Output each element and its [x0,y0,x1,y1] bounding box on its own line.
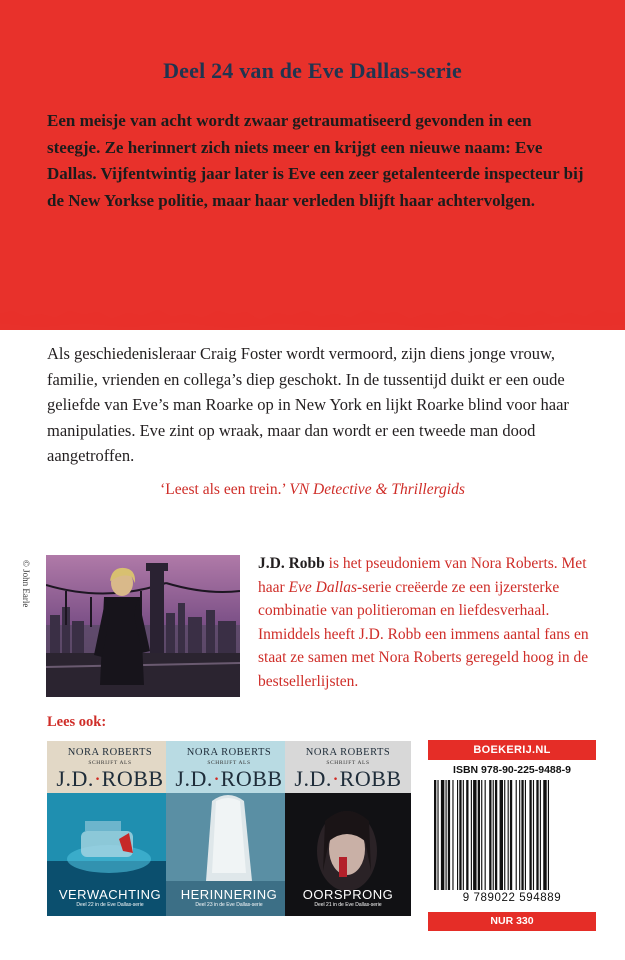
publisher-label: BOEKERIJ.NL [428,740,596,760]
synopsis-text: Als geschiedenisleraar Craig Foster wordt vermoord, zijn diens jonge vrouw, familie, vrienden en collega’s diep geschokt. In de tussentijd duikt er een oude geliefde van Eve’s man Roarke op in New York en lijkt Roarke blind voor haar manipulaties. Eve zint op wraak, maar dan wordt er een tweede man dood aangetroffen. [47,344,569,465]
torn-edge [0,290,625,340]
book-3-subtitle: Deel 21 in de Eve Dallas-serie [314,902,382,908]
blurb-text: Een meisje van acht wordt zwaar getraumatiseerd gevonden in een steegje. Ze herinnert zich niets meer en krijgt een nieuwe naam: Eve Dallas. Vijfentwintig jaar later is Eve een zeer getalenteerde inspecteur bij de New Yorkse politie, maar haar verleden blijft haar achtervolgen. [47,111,584,210]
book-1-title: VERWACHTING [58,887,162,902]
book-1-schrijft: SCHRIJFT ALS [88,760,132,766]
book-1-pen-name: J.D.·ROBB [56,766,164,791]
bio-author-name: J.D. Robb [258,555,325,572]
book-2-pen-name-a: J.D. [175,766,213,791]
photo-credit-text: © John Earle [21,560,31,608]
book-2-subtitle: Deel 23 in de Eve Dallas-serie [195,902,263,908]
book-1-author: NORA ROBERTS [67,747,153,758]
bio-series-name: Eve Dallas [288,578,357,596]
book-2-title: HERINNERING [180,887,278,902]
book-2-author: NORA ROBERTS [186,747,272,758]
author-bio [258,552,598,693]
book-3-pen-name-b: ROBB [339,766,402,791]
book-3-pen-name: J.D.·ROBB [294,766,402,791]
book-2-schrijft: SCHRIJFT ALS [207,760,251,766]
book-1-subtitle: Deel 22 in de Eve Dallas-serie [76,902,144,908]
book-1-pen-name-a: J.D. [56,766,94,791]
book-2-pen-name: J.D.·ROBB [175,766,283,791]
book-3-pen-name-a: J.D. [294,766,332,791]
book-cover-oorsprong [285,741,411,916]
series-title: Deel 24 van de Eve Dallas-serie [163,58,462,83]
book-3-title: OORSPRONG [302,887,394,902]
book-cover-verwachting [47,741,173,916]
bio-part-1: is het pseudoniem van Nora Roberts. Met haar [258,555,587,596]
book-2-pen-name-b: ROBB [220,766,283,791]
isbn-text: ISBN 978-90-225-9488-9 [453,764,571,776]
barcode-digits: 9 789022 594889 [462,892,562,904]
review-quote [0,481,625,499]
nur-label: NUR 330 [428,912,596,931]
book-3-schrijft: SCHRIJFT ALS [326,760,370,766]
bio-part-2: -serie creëerde ze een ijzersterke combinatie van politieroman en liefdesverhaal. Inmiddels heeft J.D. Robb een immens aantal fans en staat ze samen met Nora Roberts geregeld hoog in de bestsellerlijsten. [258,578,589,690]
quote-text: ‘Leest als een trein.’ [160,481,286,498]
barcode-bars [432,780,592,890]
author-photo [46,555,240,697]
book-3-author: NORA ROBERTS [305,747,391,758]
quote-source: VN Detective & Thrillergids [289,481,465,498]
photo-credit [17,560,33,680]
book-1-pen-name-b: ROBB [101,766,164,791]
lees-ook-heading: Lees ook: [47,714,107,730]
book-cover-herinnering [166,741,292,916]
